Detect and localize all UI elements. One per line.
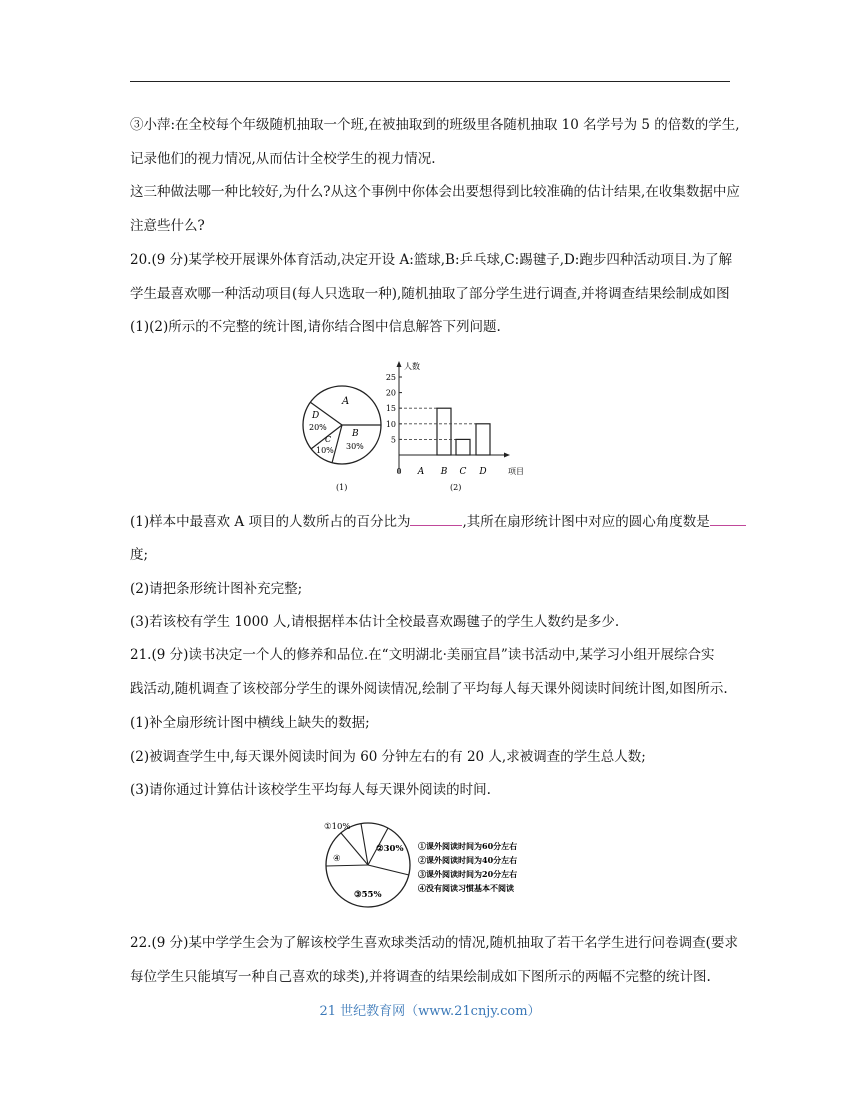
pie-label-1: ①10% [324, 822, 351, 832]
bar-D [476, 424, 490, 455]
x-tick-label: D [479, 467, 487, 477]
x-axis-arrow [504, 453, 510, 458]
question-20-part-2: (2)请把条形统计图补充完整; [130, 581, 303, 597]
pie-label-c: C [325, 435, 332, 444]
figure-caption: (1) [336, 483, 348, 492]
pie-divider [368, 865, 409, 875]
question-22-line: 每位学生只能填写一种自己喜欢的球类),并将调查的结果绘制成如下图所示的两幅不完整的统计图. [130, 969, 711, 985]
legend-item: ①课外阅读时间为60分左右 [418, 841, 518, 851]
y-tick-label: 10 [385, 419, 396, 429]
pie-label-3: ③55% [354, 890, 382, 900]
legend-item: ④没有阅读习惯基本不阅读 [418, 883, 514, 893]
x-axis-label: 项目 [508, 467, 524, 476]
pie-percent-b: 30% [346, 442, 364, 451]
text-line: 注意些什么? [130, 218, 205, 234]
pie-label-2: ②30% [376, 844, 404, 854]
footer-site: 21 世纪教育网（www.21cnjy.com） [319, 1004, 541, 1019]
question-21-line: 践活动,随机调查了该校部分学生的课外阅读情况,绘制了平均每人每天课外阅读时间统计图,如图所示. [130, 681, 728, 697]
question-21-line: 21.(9 分)读书决定一个人的修养和品位.在“文明湖北·美丽宜昌”读书活动中,某学习小组开展综合实 [130, 647, 715, 663]
y-axis-label: 人数 [404, 362, 420, 371]
y-tick-label: 20 [385, 388, 396, 398]
question-20-part-3: (3)若该校有学生 1000 人,请根据样本估计全校最喜欢踢毽子的学生人数约是多少. [130, 614, 620, 630]
question-20-line: (1)(2)所示的不完整的统计图,请你结合图中信息解答下列问题. [130, 319, 501, 335]
question-20-part-1-end: 度; [130, 547, 149, 563]
part-1-text: (1)样本中最喜欢 A 项目的人数所占的百分比为 [130, 514, 411, 530]
y-tick-label: 25 [385, 373, 396, 382]
question-22-line: 22.(9 分)某中学学生会为了解该校学生喜欢球类活动的情况,随机抽取了若干名学生进行问卷调查(要求 [130, 935, 738, 951]
pie-label-b: B [352, 429, 359, 439]
question-21-line: (1)补全扇形统计图中横线上缺失的数据; [130, 715, 370, 731]
answer-blank-percent [410, 512, 462, 526]
pie-label-d: D [312, 411, 320, 421]
question-20-part-1 [130, 512, 746, 531]
y-tick-label: 15 [385, 404, 396, 414]
legend-item: ③课外阅读时间为20分左右 [418, 869, 518, 879]
figure-21-pie [318, 815, 548, 915]
x-tick-label: C [459, 467, 467, 477]
figure-2-bar-chart [366, 357, 532, 493]
question-20-line: 20.(9 分)某学校开展课外体育活动,决定开设 A:篮球,B:乒乓球,C:踢毽子,D:跑步四种活动项目.为了解 [130, 252, 733, 268]
part-1-text: ,其所在扇形统计图中对应的圆心角度数是 [462, 514, 710, 530]
x-tick-label: B [440, 467, 448, 477]
answer-blank-angle [710, 512, 746, 526]
question-21-line: (2)被调查学生中,每天课外阅读时间为 60 分钟左右的有 20 人,求被调查的学生总人数; [130, 749, 646, 765]
figure-caption: (2) [450, 483, 462, 492]
y-axis-arrow [397, 361, 402, 367]
pie-label-a: A [342, 396, 350, 407]
text-line: ③小萍:在全校每个年级随机抽取一个班,在被抽取到的班级里各随机抽取 10 名学号为 5 的倍数的学生, [130, 117, 740, 133]
y-tick-label: 5 [390, 435, 396, 445]
pie-percent-c: 10% [316, 446, 334, 455]
bar-C [456, 439, 470, 455]
pie-percent-d: 20% [309, 423, 327, 432]
question-20-line: 学生最喜欢哪一种活动项目(每人只选取一种),随机抽取了部分学生进行调查,并将调查结果绘制成如图 [130, 286, 730, 302]
origin-label: 0 [396, 467, 402, 476]
pie-label-4: ④ [333, 854, 341, 864]
legend-item: ②课外阅读时间为40分左右 [418, 855, 518, 865]
x-tick-label: A [417, 467, 425, 477]
header-rule [130, 81, 730, 82]
bar-B [437, 408, 451, 455]
question-21-line: (3)请你通过计算估计该校学生平均每人每天课外阅读的时间. [130, 782, 491, 798]
pie-divider [332, 425, 342, 463]
pie-divider [326, 865, 368, 866]
text-line: 记录他们的视力情况,从而估计全校学生的视力情况. [130, 151, 436, 167]
text-line: 这三种做法哪一种比较好,为什么?从这个事例中你体会出要想得到比较准确的估计结果,在收集数据中应 [130, 184, 740, 200]
